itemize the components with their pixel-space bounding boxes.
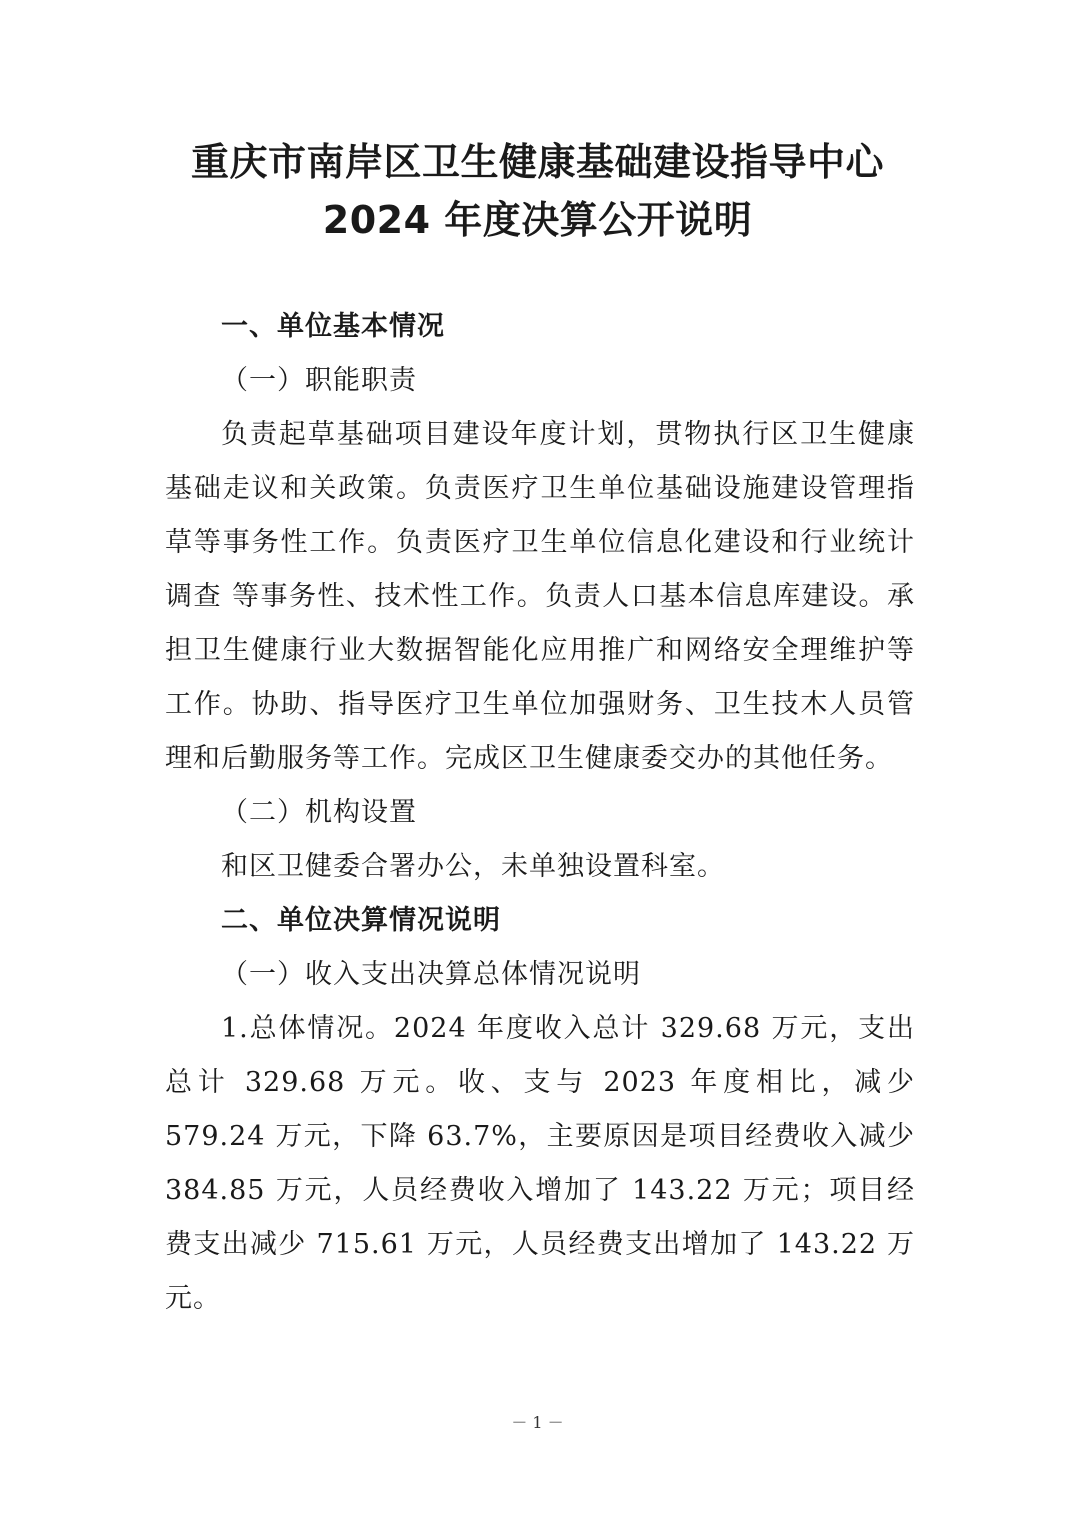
document-body xyxy=(165,300,915,1326)
section-1-sub-1-heading: （一）职能职责 xyxy=(221,365,417,396)
document-title xyxy=(0,133,1075,249)
section-1-sub-2-heading: （二）机构设置 xyxy=(221,797,417,828)
page-number: － 1 － xyxy=(511,1413,564,1432)
section-1-heading: 一、单位基本情况 xyxy=(221,311,445,342)
section-2-sub-1-heading: （一）收入支出决算总体情况说明 xyxy=(221,959,641,990)
section-1-sub-1-body: 负责起草基础项目建设年度计划，贯物执行区卫生健康基础走议和关政策。负责医疗卫生单位基础设施建设管理指草等事务性工作。负责医疗卫生单位信息化建设和行业统计调查 等事务性、技术性工作。负责人口基本信息库建设。承担卫生健康行业大数据智能化应用推广和网络安全理维护等工作。协助、指导医疗卫生单位加强财务、卫生技木人员管理和后勤服务等工作。完成区卫生健康委交办的其他任务。 xyxy=(165,419,915,774)
title-line-2: 2024 年度决算公开说明 xyxy=(322,198,753,242)
section-2-heading: 二、单位决算情况说明 xyxy=(221,905,501,936)
section-1-sub-2-body: 和区卫健委合署办公，未单独设置科室。 xyxy=(221,851,725,882)
title-line-1: 重庆市南岸区卫生健康基础建设指导中心 xyxy=(190,140,884,184)
section-2-sub-1-body: 1.总体情况。2024 年度收入总计 329.68 万元，支出总计 329.68 万元。收、支与 2023 年度相比，减少 579.24 万元，下降 63.7%，主要原因是项目经费收入减少 384.85 万元，人员经费收入增加了 143.22 万元；项目经费支出减少 715.61 万元，人员经费支出增加了 143.22 万元。 xyxy=(165,1013,915,1314)
